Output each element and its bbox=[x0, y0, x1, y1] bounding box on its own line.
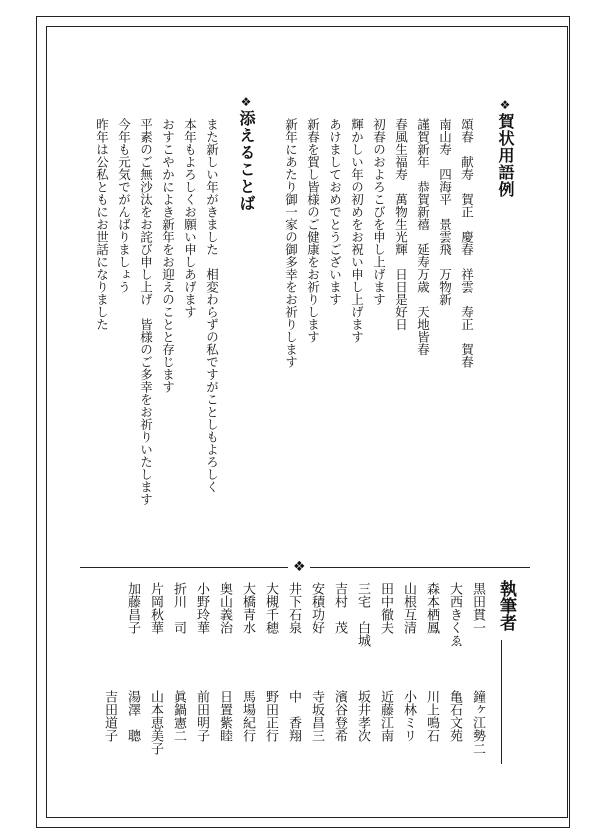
phrase-line: おすこやかによき新年をお迎えのことと存じます bbox=[160, 118, 176, 393]
greeting-line: 頌春 献寿 賀正 慶春 祥雲 寿正 賀春 bbox=[459, 118, 475, 368]
greeting-line: 春風生福寿 萬物生光輝 日日是好日 bbox=[393, 118, 409, 331]
author-name: 森本栖鳳 bbox=[424, 582, 439, 634]
author-name: 坂井孝次 bbox=[355, 690, 370, 742]
author-name: 鐘ヶ江勢二 bbox=[470, 690, 485, 755]
greeting-heading: ❖賀状用語例 bbox=[496, 98, 515, 198]
author-name: 加藤昌子 bbox=[125, 582, 140, 634]
phrases-heading: ❖添えることば bbox=[237, 95, 256, 212]
author-name: 大橋青水 bbox=[240, 582, 255, 634]
greeting-line: あけましておめでとうございます bbox=[327, 118, 343, 306]
author-name: 小林ミリ bbox=[401, 690, 416, 742]
author-name: 寺坂昌三 bbox=[309, 690, 324, 742]
greeting-line: 初春のおよろこびを申し上げます bbox=[371, 118, 387, 306]
greeting-line: 南山寿 四海平 景雲飛 万物新 bbox=[437, 118, 453, 306]
author-name: 吉村 茂 bbox=[332, 582, 347, 634]
authors-title: 執筆者 bbox=[496, 580, 516, 631]
author-name: 片岡秋華 bbox=[148, 582, 163, 634]
diamond-mark-icon: ❖ bbox=[239, 95, 253, 110]
diamond-mark-icon: ❖ bbox=[498, 98, 512, 113]
phrase-line: また新しい年がきました 相変わらずの私ですがことしもよろしく bbox=[204, 118, 220, 493]
author-name: 黒田貫一 bbox=[470, 582, 485, 634]
author-name: 山本恵美子 bbox=[148, 690, 163, 755]
author-name: 大西きくゑ bbox=[447, 582, 462, 647]
divider-diamond-icon: ❖ bbox=[293, 559, 306, 575]
author-name: 川上鳴石 bbox=[424, 690, 439, 742]
author-name: 中 香翔 bbox=[286, 690, 301, 742]
greeting-line: 謹賀新年 恭賀新禧 延寿万歳 天地皆春 bbox=[415, 118, 431, 356]
authors-title-rule bbox=[501, 640, 502, 764]
author-name: 野田正行 bbox=[263, 690, 278, 742]
author-name: 三宅 白城 bbox=[355, 582, 370, 647]
greeting-line: 新春を賀し皆様のご健康をお祈りします bbox=[305, 118, 321, 343]
author-name: 小野玲華 bbox=[194, 582, 209, 634]
section-divider-left bbox=[80, 567, 288, 568]
phrase-line: 平素のご無沙汰をお詫び申し上げ 皆様のご多幸をお祈りいたします bbox=[138, 118, 154, 506]
phrase-line: 本年もよろしくお願い申しあげます bbox=[182, 118, 198, 318]
author-name: 井下石泉 bbox=[286, 582, 301, 634]
greeting-line: 輝かしい年の初めをお祝い申し上げます bbox=[349, 118, 365, 343]
author-name: 馬場紀行 bbox=[240, 690, 255, 742]
author-name: 田中徹夫 bbox=[378, 582, 393, 634]
author-name: 大槻千穂 bbox=[263, 582, 278, 634]
author-name: 日置紫睦 bbox=[217, 690, 232, 742]
author-name: 吉田道子 bbox=[102, 690, 117, 742]
author-name: 折川 司 bbox=[171, 582, 186, 634]
author-name: 眞鍋憲二 bbox=[171, 690, 186, 742]
author-name: 亀石文苑 bbox=[447, 690, 462, 742]
phrase-line: 昨年は公私ともにお世話になりました bbox=[94, 118, 110, 331]
phrase-line: 今年も元気でがんばりましょう bbox=[116, 118, 132, 293]
author-name: 近藤江南 bbox=[378, 690, 393, 742]
greeting-line: 新年にあたり御一家の御多幸をお祈りします bbox=[283, 118, 299, 368]
author-name: 安積功好 bbox=[309, 582, 324, 634]
author-name: 濱谷登希 bbox=[332, 690, 347, 742]
author-name: 奥山義治 bbox=[217, 582, 232, 634]
author-name: 前田明子 bbox=[194, 690, 209, 742]
author-name: 湯澤 聰 bbox=[125, 690, 140, 742]
section-divider-right bbox=[310, 567, 530, 568]
author-name: 山根互清 bbox=[401, 582, 416, 634]
